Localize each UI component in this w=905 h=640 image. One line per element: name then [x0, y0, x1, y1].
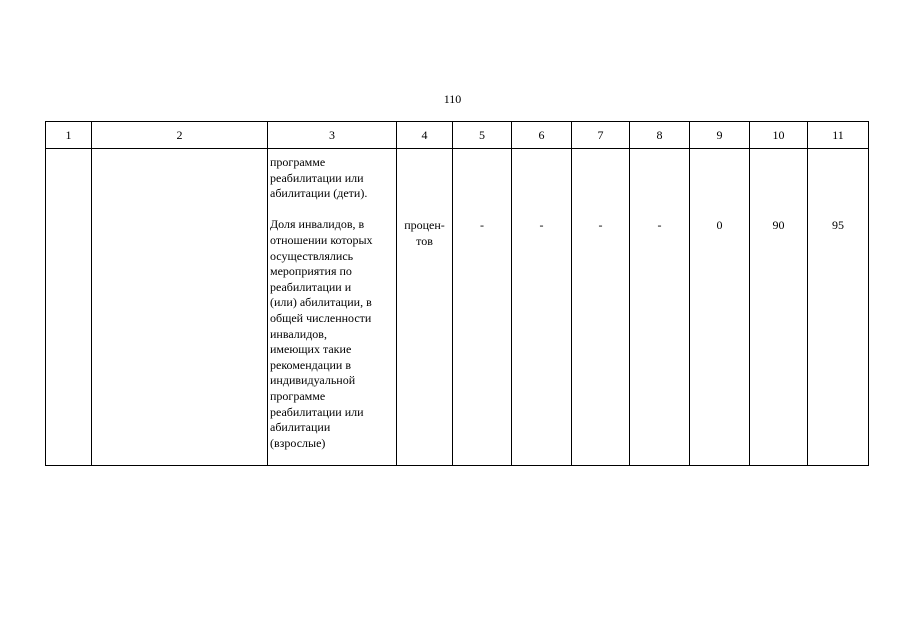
indicator-line: имеющих такие: [270, 342, 352, 357]
indicators-table: [45, 121, 869, 466]
value-cell-11: [808, 149, 869, 466]
indicator-line: реабилитации и: [270, 279, 352, 294]
header-cell-8: 8: [630, 122, 690, 149]
unit-line: тов: [416, 233, 433, 248]
indicator-line: мероприятия по: [270, 264, 352, 279]
indicator-line: индивидуальной: [270, 373, 356, 388]
value-6: -: [539, 218, 544, 232]
value-cell-6: [512, 149, 572, 466]
header-cell-7: 7: [572, 122, 630, 149]
value-11: 95: [832, 218, 844, 232]
row-number-cell: [46, 149, 92, 466]
indicator-line: осуществлялись: [270, 248, 354, 263]
value-10: 90: [772, 218, 785, 232]
value-cell-8: [630, 149, 690, 466]
indicator-line: программе: [270, 388, 326, 403]
header-cell-6: 6: [512, 122, 572, 149]
header-cell-3: 3: [268, 122, 397, 149]
value-8: -: [657, 218, 662, 232]
name-cell: [92, 149, 268, 466]
indicator-line: (взрослые): [270, 435, 326, 450]
unit-line: процен-: [404, 218, 445, 232]
indicator-line: абилитации: [270, 420, 331, 435]
indicator-line: Доля инвалидов, в: [270, 217, 365, 232]
indicator-line: инвалидов,: [270, 326, 327, 341]
unit-cell: [397, 149, 453, 466]
indicator-line: реабилитации или: [270, 170, 364, 185]
indicator-line: (или) абилитации, в: [270, 295, 372, 310]
value-cell-7: [572, 149, 630, 466]
value-7: -: [598, 218, 603, 232]
indicator-line: рекомендации в: [270, 357, 352, 372]
indicator-line: абилитации (дети).: [270, 186, 368, 201]
table-row: [46, 149, 869, 466]
header-cell-10: 10: [750, 122, 808, 149]
header-cell-1: 1: [46, 122, 92, 149]
page-number: 110: [443, 92, 462, 106]
header-cell-5: 5: [453, 122, 512, 149]
value-cell-5: [453, 149, 512, 466]
header-cell-4: 4: [397, 122, 453, 149]
header-cell-9: 9: [690, 122, 750, 149]
indicator-line: отношении которых: [270, 232, 373, 247]
header-cell-2: 2: [92, 122, 268, 149]
indicator-line: программе: [270, 155, 326, 169]
value-cell-10: [750, 149, 808, 466]
indicator-line: реабилитации или: [270, 404, 364, 419]
value-9: 0: [716, 218, 723, 232]
indicator-line: общей численности: [270, 310, 372, 325]
header-row: [46, 122, 869, 149]
value-5: -: [480, 218, 484, 232]
value-cell-9: [690, 149, 750, 466]
indicator-cell: [268, 149, 397, 466]
header-cell-11: 11: [808, 122, 869, 149]
